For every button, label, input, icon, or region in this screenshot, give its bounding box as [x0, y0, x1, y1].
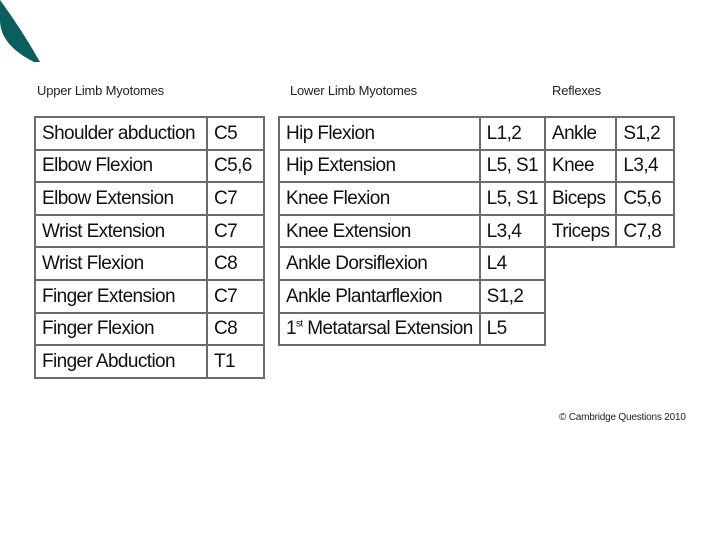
- root-cell: C7: [207, 280, 264, 313]
- movement-cell: Hip Extension: [279, 150, 480, 183]
- corner-wedge: [0, 0, 40, 62]
- table-row: [545, 182, 674, 215]
- movement-cell: Shoulder abduction: [35, 117, 207, 150]
- root-cell: S1,2: [616, 117, 674, 150]
- lower-limb-title: Lower Limb Myotomes: [290, 83, 417, 98]
- table-row: [545, 117, 674, 150]
- upper-limb-title: Upper Limb Myotomes: [37, 83, 164, 98]
- table-row: [545, 215, 674, 248]
- root-cell: L4: [480, 247, 545, 280]
- lower-limb-table: [278, 116, 546, 346]
- table-row: [279, 117, 545, 150]
- table-row: [35, 215, 264, 248]
- table-row: [279, 247, 545, 280]
- movement-cell: Ankle Plantarflexion: [279, 280, 480, 313]
- root-cell: C7: [207, 215, 264, 248]
- root-cell: L5: [480, 313, 545, 346]
- table-row: [35, 182, 264, 215]
- root-cell: L3,4: [480, 215, 545, 248]
- root-cell: C5: [207, 117, 264, 150]
- movement-cell: Finger Flexion: [35, 313, 207, 346]
- ordinal-suffix: st: [295, 319, 303, 331]
- root-cell: C8: [207, 313, 264, 346]
- table-row: [35, 247, 264, 280]
- root-cell: S1,2: [480, 280, 545, 313]
- reflex-cell: Knee: [545, 150, 616, 183]
- reflex-cell: Ankle: [545, 117, 616, 150]
- root-cell: T1: [207, 345, 264, 378]
- movement-cell: Finger Abduction: [35, 345, 207, 378]
- upper-limb-table: [34, 116, 265, 379]
- root-cell: L1,2: [480, 117, 545, 150]
- table-row: [279, 150, 545, 183]
- movement-cell: Wrist Flexion: [35, 247, 207, 280]
- table-row: [35, 313, 264, 346]
- movement-cell: Knee Flexion: [279, 182, 480, 215]
- movement-cell: Wrist Extension: [35, 215, 207, 248]
- movement-cell: Elbow Flexion: [35, 150, 207, 183]
- root-cell: C8: [207, 247, 264, 280]
- root-cell: C7,8: [616, 215, 674, 248]
- table-row: [35, 150, 264, 183]
- reflex-cell: Triceps: [545, 215, 616, 248]
- table-row: [35, 345, 264, 378]
- root-cell: C5,6: [207, 150, 264, 183]
- movement-text: Metatarsal Extension: [302, 318, 473, 340]
- table-row: [279, 280, 545, 313]
- movement-cell: Hip Flexion: [279, 117, 480, 150]
- ordinal-number: 1: [286, 318, 296, 340]
- root-cell: L5, S1: [480, 182, 545, 215]
- movement-cell: Knee Extension: [279, 215, 480, 248]
- table-row: [545, 150, 674, 183]
- table-row: [279, 215, 545, 248]
- table-row: [279, 313, 545, 346]
- movement-cell: [279, 313, 480, 346]
- table-row: [35, 280, 264, 313]
- table-row: [279, 182, 545, 215]
- root-cell: L3,4: [616, 150, 674, 183]
- movement-cell: Elbow Extension: [35, 182, 207, 215]
- reflexes-table: [544, 116, 675, 248]
- root-cell: L5, S1: [480, 150, 545, 183]
- copyright-notice: © Cambridge Questions 2010: [559, 412, 686, 423]
- root-cell: C7: [207, 182, 264, 215]
- reflexes-title: Reflexes: [552, 83, 601, 98]
- root-cell: C5,6: [616, 182, 674, 215]
- movement-cell: Finger Extension: [35, 280, 207, 313]
- table-row: [35, 117, 264, 150]
- movement-cell: Ankle Dorsiflexion: [279, 247, 480, 280]
- reflex-cell: Biceps: [545, 182, 616, 215]
- corner-decoration: [0, 0, 40, 62]
